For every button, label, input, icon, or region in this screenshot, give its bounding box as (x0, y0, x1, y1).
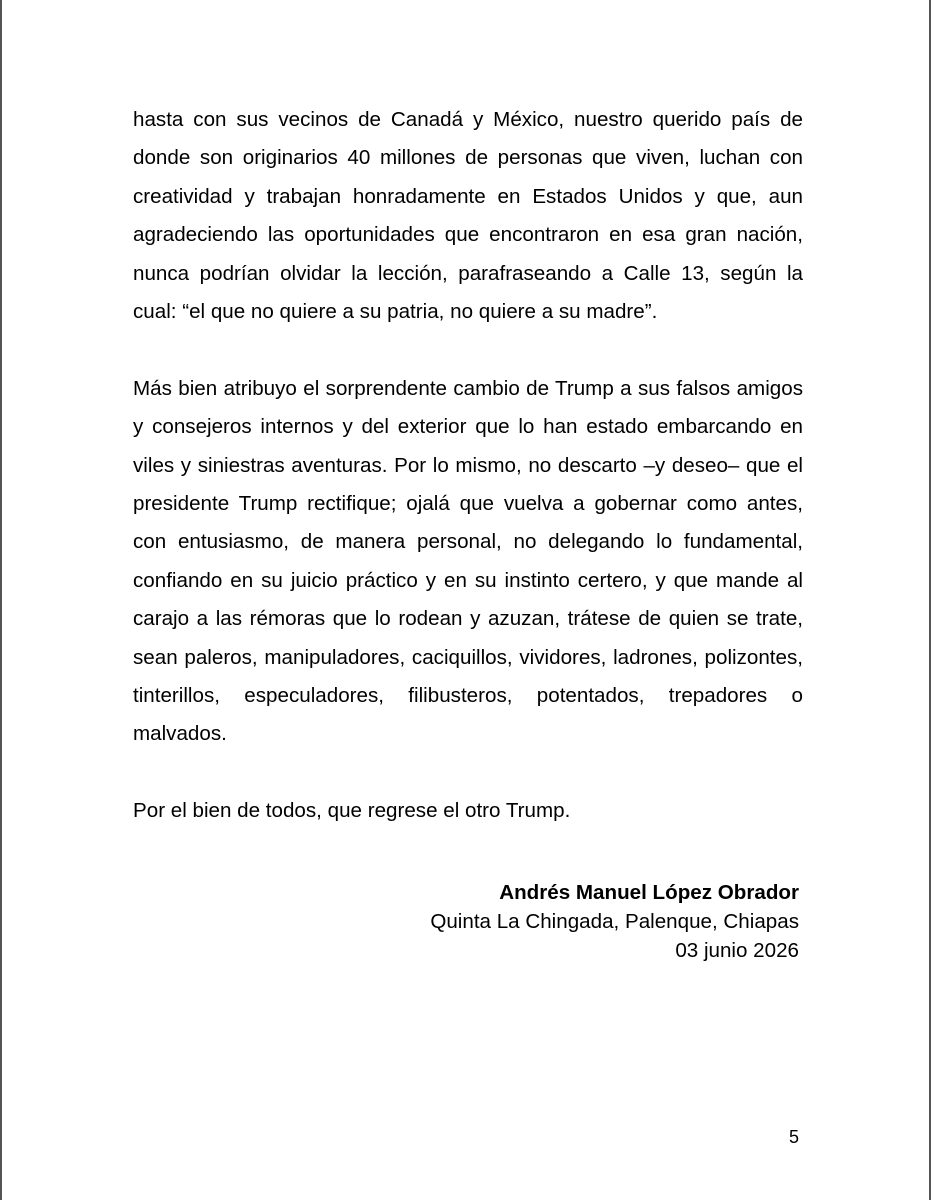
signature-date: 03 junio 2026 (675, 939, 799, 962)
paragraph-1: hasta con sus vecinos de Canadá y México, nuestro querido país de donde son originarios 40 millones de personas que viven, luchan con creatividad y trabajan honradamente en Estados Unidos y que, aun agradeciendo las oportunidades que encontraron en esa gran nación, nunca podrían olvidar la lección, parafraseando a Calle 13, según la cual: “el que no quiere a su patria, no quiere a su madre”. (133, 108, 803, 324)
signature-place: Quinta La Chingada, Palenque, Chiapas (430, 910, 799, 933)
signature-block (430, 878, 799, 965)
paragraph-3: Por el bien de todos, que regrese el otro Trump. (133, 799, 571, 823)
letter-body (133, 101, 803, 831)
signature-name: Andrés Manuel López Obrador (499, 881, 799, 904)
page-number: 5 (788, 1127, 799, 1147)
paragraph-2: Más bien atribuyo el sorprendente cambio de Trump a sus falsos amigos y consejeros internos y del exterior que lo han estado embarcando en viles y siniestras aventuras. Por lo mismo, no descarto –y deseo– que el presidente Trump rectifique; ojalá que vuelva a gobernar como antes, con entusiasmo, de manera personal, no delegando lo fundamental, confiando en su juicio práctico y en su instinto certero, y que mande al carajo a las rémoras que lo rodean y azuzan, trátese de quien se trate, sean paleros, manipuladores, caciquillos, vividores, ladrones, polizontes, tinterillos, especuladores, filibusteros, potentados, trepadores o malvados. (133, 376, 803, 746)
